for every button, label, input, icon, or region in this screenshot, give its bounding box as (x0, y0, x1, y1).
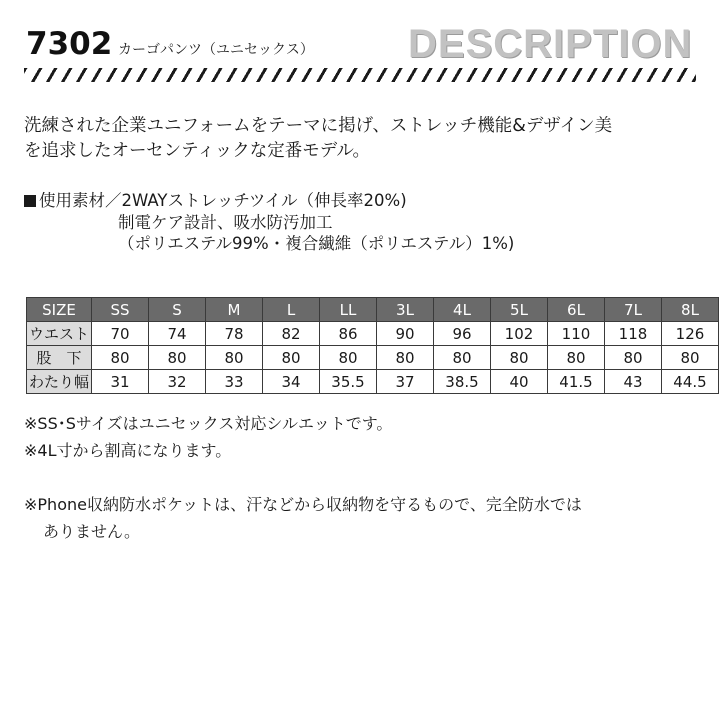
table-cell: 80 (149, 346, 206, 370)
table-cell: 80 (206, 346, 263, 370)
row-label-waist: ウエスト (27, 322, 92, 346)
materials-line: 制電ケア設計、吸水防汚加工 (118, 212, 333, 232)
table-cell: 80 (605, 346, 662, 370)
table-cell: 110 (548, 322, 605, 346)
table-row (27, 370, 719, 394)
size-header: 5L (491, 298, 548, 322)
size-header: L (263, 298, 320, 322)
intro-line: 洗練された企業ユニフォームをテーマに掲げ、ストレッチ機能&デザイン美 (24, 116, 613, 136)
table-cell: 80 (92, 346, 149, 370)
table-cell: 31 (92, 370, 149, 394)
table-cell: 80 (548, 346, 605, 370)
materials-section (24, 190, 514, 255)
table-cell: 38.5 (434, 370, 491, 394)
table-cell: 126 (662, 322, 719, 346)
table-cell: 80 (377, 346, 434, 370)
table-cell: 80 (263, 346, 320, 370)
size-header: S (149, 298, 206, 322)
table-cell: 74 (149, 322, 206, 346)
row-label-inseam: 股 下 (27, 346, 92, 370)
materials-line (24, 190, 514, 212)
table-cell: 90 (377, 322, 434, 346)
table-cell: 70 (92, 322, 149, 346)
materials-main: 使用素材／2WAYストレッチツイル（伸長率20%) (39, 191, 407, 210)
table-cell: 80 (662, 346, 719, 370)
product-name: カーゴパンツ（ユニセックス） (118, 42, 314, 58)
notes-section (24, 410, 582, 545)
size-header: 7L (605, 298, 662, 322)
size-header: 8L (662, 298, 719, 322)
model-number: 7302 (26, 26, 113, 62)
note-line: ありません。 (43, 522, 140, 541)
size-corner-label: SIZE (27, 298, 92, 322)
table-cell: 80 (491, 346, 548, 370)
materials-line: （ポリエステル99%・複合繊維（ポリエステル）1%) (118, 234, 515, 253)
table-cell: 96 (434, 322, 491, 346)
table-row (27, 346, 719, 370)
table-cell: 43 (605, 370, 662, 394)
size-header-row (27, 298, 719, 322)
note-line: ※SS･Sサイズはユニセックス対応シルエットです。 (24, 414, 393, 433)
header (0, 0, 720, 90)
table-cell: 40 (491, 370, 548, 394)
table-cell: 34 (263, 370, 320, 394)
note-line: ※4L寸から割高になります。 (24, 441, 232, 460)
size-header: M (206, 298, 263, 322)
intro-line: を追求したオーセンティックな定番モデル。 (24, 141, 370, 161)
size-header: SS (92, 298, 149, 322)
table-cell: 80 (320, 346, 377, 370)
note-spacer (24, 464, 582, 491)
row-label-thigh: わたり幅 (27, 370, 92, 394)
table-cell: 80 (434, 346, 491, 370)
table-cell: 118 (605, 322, 662, 346)
description-title: DESCRIPTION (408, 22, 693, 66)
header-stripe-divider (24, 68, 696, 82)
table-row (27, 322, 719, 346)
table-cell: 82 (263, 322, 320, 346)
size-header: 3L (377, 298, 434, 322)
bullet-square-icon (24, 195, 36, 207)
size-header: LL (320, 298, 377, 322)
size-table (26, 297, 719, 394)
note-line: ※Phone収納防水ポケットは、汗などから収納物を守るもので、完全防水では (24, 495, 582, 514)
intro-text (24, 114, 704, 164)
table-cell: 41.5 (548, 370, 605, 394)
size-header: 4L (434, 298, 491, 322)
table-cell: 78 (206, 322, 263, 346)
table-cell: 44.5 (662, 370, 719, 394)
table-cell: 86 (320, 322, 377, 346)
table-cell: 32 (149, 370, 206, 394)
size-header: 6L (548, 298, 605, 322)
table-cell: 35.5 (320, 370, 377, 394)
table-cell: 102 (491, 322, 548, 346)
table-cell: 37 (377, 370, 434, 394)
table-cell: 33 (206, 370, 263, 394)
